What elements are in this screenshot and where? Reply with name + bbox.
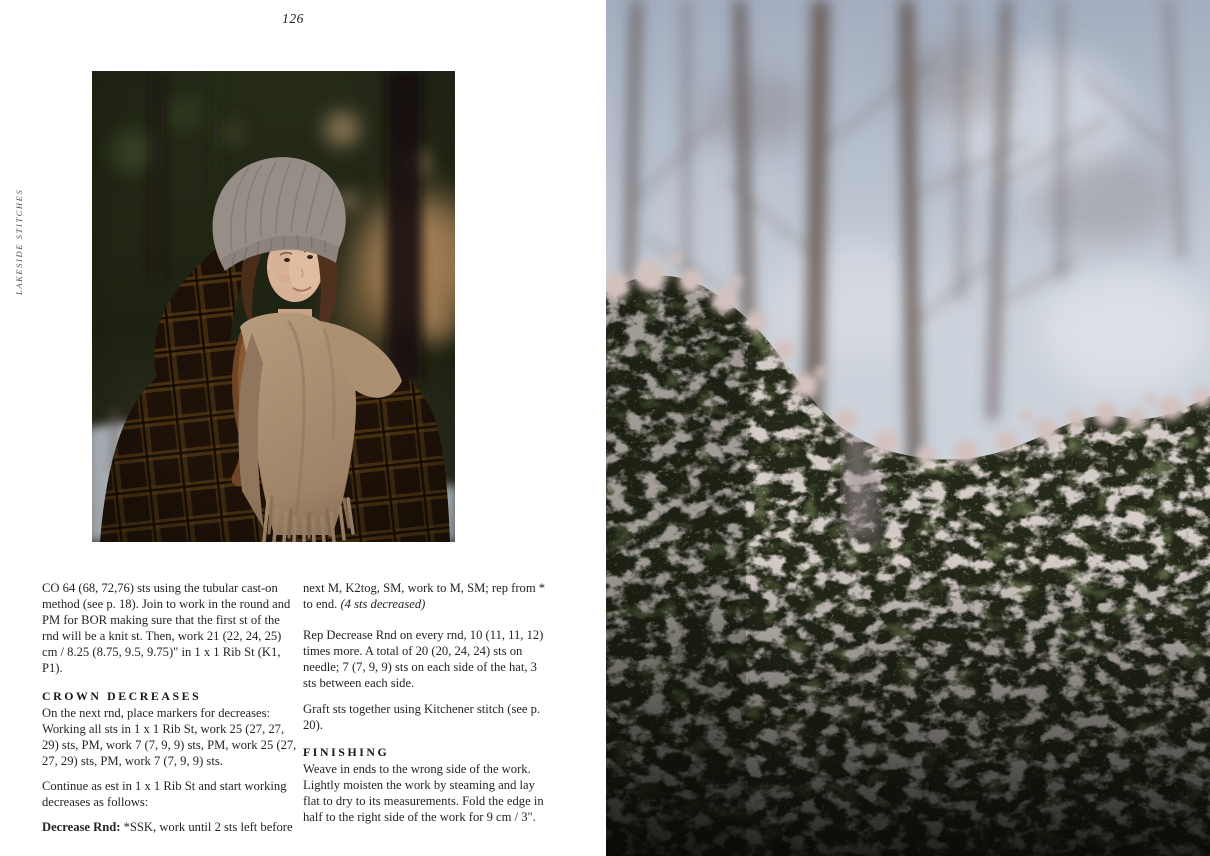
- paragraph-decrease-rnd: [42, 819, 298, 835]
- paragraph-finishing: Weave in ends to the wrong side of the work. Lightly moisten the work by steaming and lay flat to dry to its measurements. Fold the edge in half to the right side of the work for 9 cm / 3".: [303, 761, 544, 825]
- decrease-rnd-label: Decrease Rnd:: [42, 820, 121, 835]
- paragraph-markers: On the next rnd, place markers for decreases: Working all sts in 1 x 1 Rib St, work 25 (27, 27, 29) sts, PM, work 7 (7, 9, 9) sts, PM, work 25 (27, 27, 29) sts, PM, work 7 (7, 9, 9) sts.: [42, 705, 297, 768]
- left-photo-illustration: [92, 71, 455, 542]
- paragraph-cast-on: CO 64 (68, 72,76) sts using the tubular cast-on method (see p. 18). Join to work in the round and PM for BOR making sure that the first st of the rnd will be a knit st. Then, work 21 (22, 24, 25) cm / 8.25 (8.75, 9.5, 9.75)" in 1 x 1 Rib St (K1, P1).: [42, 581, 291, 676]
- paragraph-graft: Graft sts together using Kitchener stitch (see p. 20).: [303, 701, 541, 732]
- heading-crown-decreases: CROWN DECREASES: [42, 688, 202, 703]
- right-photo: [606, 0, 1210, 856]
- decrease-continued-text: next M, K2tog, SM, work to M, SM; rep from * to end.: [303, 581, 546, 612]
- paragraph-repeat: Rep Decrease Rnd on every rnd, 10 (11, 11, 12) times more. A total of 20 (20, 24, 24) sts on needle; 7 (7, 9, 9) sts on each side of the hat, 3 sts between each side.: [303, 628, 544, 691]
- pattern-column-1: [42, 580, 298, 844]
- paragraph-continue: Continue as est in 1 x 1 Rib St and start working decreases as follows:: [42, 779, 287, 810]
- left-page: 126 LAKESIDE STITCHES CO 64 (68, 72,76) sts using the tubular cast-on method (see p. 18). Join to work in the round and PM for BOR making sure that the first st of the rnd will be a knit st. Then, work 21 (22, 24, 25) cm / 8.25 (8.75, 9.5, 9.75)" in 1 x 1 Rib St (K1, P1). CROWN DECREASES On the next rnd, place markers for decreases: Working all sts in 1 x 1 Rib St, work 25 (27, 27, 29) sts, PM, work 7 (7, 9, 9) sts, PM, work 25 (27, 27, 29) sts, PM, work 7 (7, 9, 9) sts. Continue as est in 1 x 1 Rib St and start working decreases as follows: Decrease Rnd: *SSK, work until 2 sts left before next M, K2tog, SM, work to M, SM; rep from * to end. (4 sts decreased) Rep Decrease Rnd on every rnd, 10 (11, 11, 12) times more. A total of 20 (20, 24, 24) sts on needle; 7 (7, 9, 9) sts on each side of the hat, 3 sts between each side. Graft sts together using Kitchener stitch (see p. 20). FINISHING Weave in ends to the wrong side of the work. Lightly moisten the work by steaming and lay flat to dry to its measurements. Fold the edge in half to the right side of the work for 9 cm / 3".: [0, 0, 606, 856]
- right-photo-illustration: [606, 0, 1210, 856]
- decrease-rnd-text: *SSK, work until 2 sts left before: [120, 820, 293, 835]
- pattern-column-2: [303, 580, 553, 834]
- heading-finishing: FINISHING: [303, 744, 390, 759]
- decrease-note-italic: (4 sts decreased): [340, 597, 426, 612]
- right-page: [606, 0, 1210, 856]
- page-number: 126: [282, 11, 304, 26]
- left-photo: [92, 71, 455, 542]
- paragraph-decrease-continued: [303, 580, 553, 612]
